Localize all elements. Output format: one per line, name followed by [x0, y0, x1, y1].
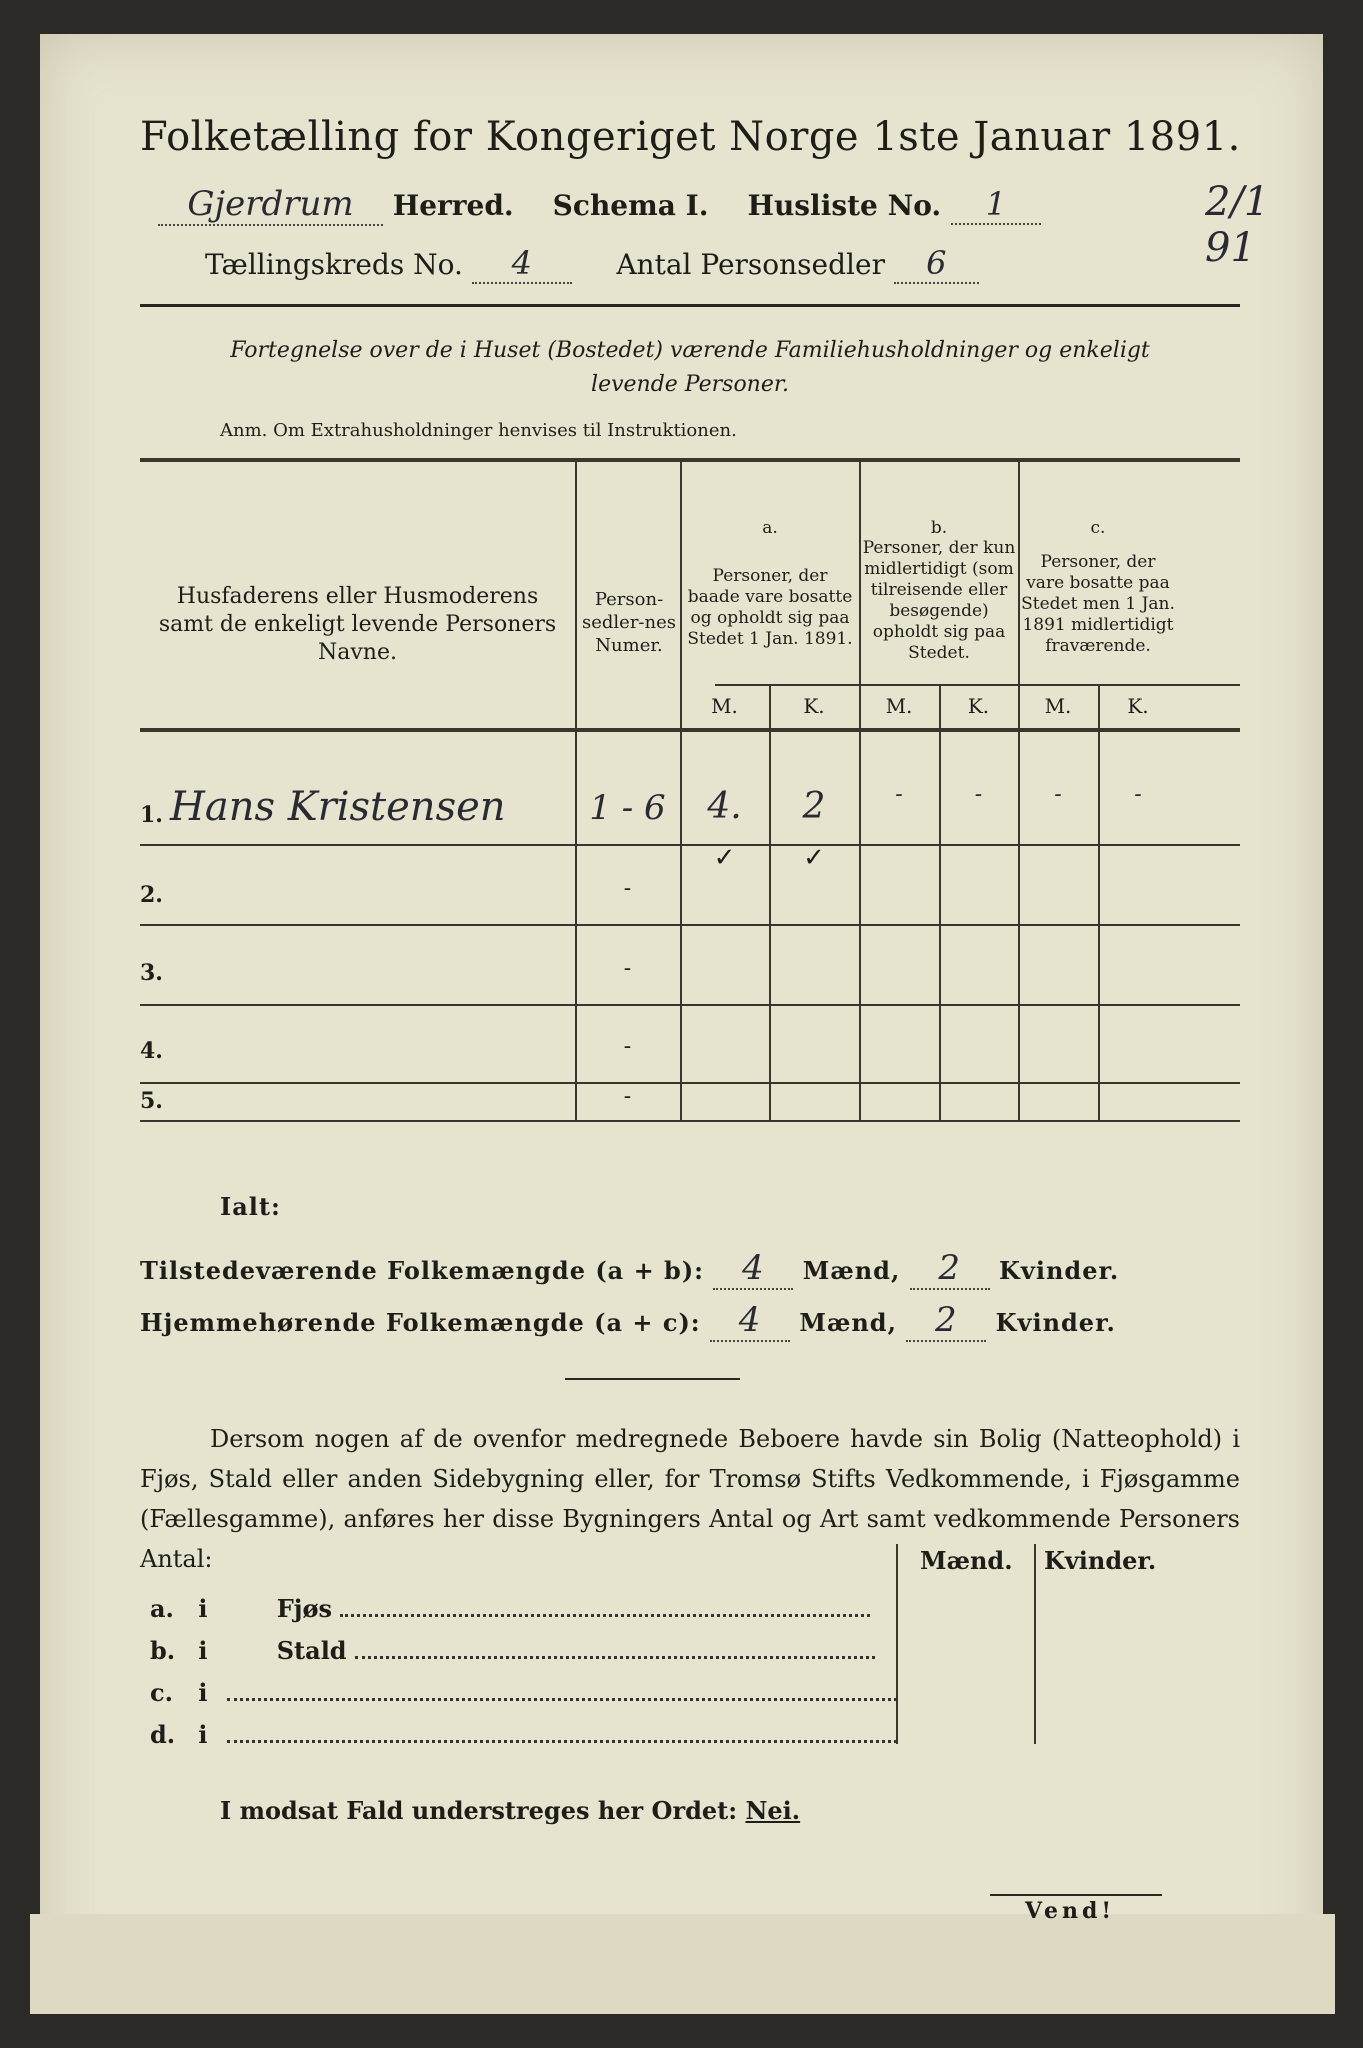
sheet-lower-fold [30, 1914, 1335, 2014]
totals-row-1 [140, 1248, 1119, 1290]
row-5-num: - [623, 1084, 632, 1109]
row-1-a-k-check: ✓ [803, 843, 825, 873]
a-m-header: M. [711, 694, 738, 718]
building-row-a-i: i [198, 1594, 208, 1623]
col-header-num: Person-sedler-nes Numer. [582, 589, 676, 656]
husliste-value: 1 [951, 185, 1041, 225]
footer-line [220, 1796, 800, 1825]
row-3-number: 3. [140, 960, 163, 986]
building-row-d-letter: d. [150, 1720, 176, 1749]
footer-text: I modsat Fald understreges her Ordet: [220, 1796, 738, 1825]
row-rule-2 [140, 924, 1240, 926]
row-1-b-m: - [895, 782, 903, 807]
row-1-number: 1. [140, 802, 163, 828]
anm-note: Anm. Om Extrahusholdninger henvises til Instruktionen. [220, 420, 737, 441]
building-row-a-leader [340, 1613, 870, 1617]
header-rule [140, 304, 1240, 307]
row-2-num: - [623, 876, 632, 901]
row-1-b-k: - [974, 782, 983, 807]
totals-row-1-label: Tilstedeværende Folkemængde (a + b): [140, 1256, 705, 1285]
col-header-c: Personer, der vare bosatte paa Stedet men 1 Jan. 1891 midlertidigt fraværende. [1021, 552, 1175, 656]
totals-row-1-men: 4 [713, 1248, 793, 1290]
totals-row-2-label: Hjemmehørende Folkemængde (a + c): [140, 1308, 701, 1337]
form-title: Folketælling for Kongeriget Norge 1ste Januar 1891. [140, 114, 1241, 160]
totals-row-2-maend: Mænd, [799, 1308, 897, 1337]
row-rule-4 [140, 1082, 1240, 1084]
footer-nei: Nei. [745, 1796, 801, 1825]
building-row-b-leader [355, 1655, 875, 1659]
household-table [140, 458, 1240, 1126]
vend-label: Vend! [1025, 1898, 1116, 1924]
table-header-rule [140, 728, 1240, 732]
building-row-d-i: i [198, 1720, 208, 1749]
census-sheet [40, 34, 1323, 2012]
building-row-a-letter: a. [150, 1594, 174, 1623]
col-a-letter: a. [762, 518, 778, 538]
building-row-b [150, 1636, 875, 1665]
table-bottom-rule [140, 1120, 1240, 1122]
sidebuilding-text: Dersom nogen af de ovenfor medregnede Beboere havde sin Bolig (Natteophold) i Fjøs, Stald eller anden Sidebygning eller, for Tromsø Stifts Vedkommende, i Fjøsgamme (Fællesgamme), anføres her disse Bygningers Antal og Art samt vedkommende Personers Antal: [140, 1425, 1240, 1573]
building-row-b-i: i [198, 1636, 208, 1665]
husliste-label: Husliste No. [747, 189, 942, 222]
row-1-c-k: - [1134, 782, 1142, 807]
c-m-header: M. [1044, 694, 1072, 718]
herred-line [158, 184, 1041, 226]
row-3-num: - [623, 956, 632, 981]
kreds-line [205, 244, 979, 284]
kreds-value: 4 [472, 244, 572, 284]
buildings-women-header: Kvinder. [1044, 1546, 1157, 1575]
col-rule-3 [769, 684, 771, 1120]
totals-row-1-kvinder: Kvinder. [999, 1256, 1120, 1285]
building-row-c-leader [227, 1697, 897, 1701]
row-1-num: 1 - 6 [589, 788, 666, 828]
mk-rule [715, 684, 1240, 686]
row-2-number: 2. [140, 882, 163, 908]
row-1-a-m-check: ✓ [713, 843, 736, 873]
antal-value: 6 [894, 244, 979, 284]
row-rule-3 [140, 1004, 1240, 1006]
col-rule-7 [1098, 684, 1100, 1120]
building-row-a [150, 1594, 870, 1623]
col-header-name: Husfaderens eller Husmoderens samt de enkeligt levende Personers Navne. [158, 584, 557, 665]
vend-rule [990, 1894, 1162, 1896]
antal-label: Antal Personsedler [616, 248, 885, 281]
buildings-men-header: Mænd. [920, 1546, 1013, 1575]
row-1-c-m: - [1054, 782, 1062, 807]
separator-rule [565, 1378, 740, 1380]
ialt-label: Ialt: [220, 1192, 281, 1221]
building-row-a-label: Fjøs [276, 1594, 332, 1623]
building-row-d-leader [227, 1739, 897, 1743]
col-rule-1 [575, 458, 577, 1120]
building-row-c-letter: c. [150, 1678, 173, 1707]
herred-value: Gjerdrum [158, 184, 383, 226]
building-row-b-label: Stald [276, 1636, 347, 1665]
row-4-number: 4. [140, 1038, 163, 1064]
building-row-c [150, 1678, 897, 1707]
row-4-num: - [623, 1034, 632, 1059]
col-c-letter: c. [1090, 518, 1106, 538]
buildings-rule-2 [1034, 1544, 1036, 1744]
totals-row-2-women: 2 [906, 1300, 986, 1342]
totals-row-1-maend: Mænd, [802, 1256, 901, 1285]
building-row-c-i: i [198, 1678, 208, 1707]
margin-note: 2/1 91 [1205, 179, 1270, 271]
building-row-d [150, 1720, 897, 1749]
buildings-rule-1 [896, 1544, 898, 1744]
totals-row-1-women: 2 [910, 1248, 990, 1290]
a-k-header: K. [803, 694, 825, 718]
col-header-a: Personer, der baade vare bosatte og opholdt sig paa Stedet 1 Jan. 1891. [687, 566, 853, 649]
table-top-rule [140, 458, 1240, 462]
row-5-number: 5. [140, 1088, 163, 1114]
col-rule-5 [939, 684, 941, 1120]
totals-row-2-men: 4 [710, 1300, 790, 1342]
intro-text [140, 334, 1240, 402]
col-b-letter: b. [930, 518, 948, 538]
intro-line-2: levende Personer. [591, 372, 789, 397]
row-1-name: Hans Kristensen [170, 784, 506, 830]
row-1-a-k: 2 [802, 786, 826, 827]
intro-line-1: Fortegnelse over de i Huset (Bostedet) værende Familiehusholdninger og enkeligt [230, 338, 1150, 363]
herred-label: Herred. [392, 189, 514, 222]
c-k-header: K. [1127, 694, 1149, 718]
totals-row-2-kvinder: Kvinder. [995, 1308, 1116, 1337]
building-row-b-letter: b. [150, 1636, 176, 1665]
row-1-a-m: 4. [707, 786, 742, 827]
kreds-label: Tællingskreds No. [205, 248, 463, 281]
totals-row-2 [140, 1300, 1116, 1342]
b-m-header: M. [885, 694, 913, 718]
schema-label: Schema I. [552, 189, 709, 222]
b-k-header: K. [967, 694, 990, 718]
col-header-b: Personer, der kun midlertidigt (som tilreisende eller besøgende) opholdt sig paa Stedet. [862, 538, 1016, 663]
